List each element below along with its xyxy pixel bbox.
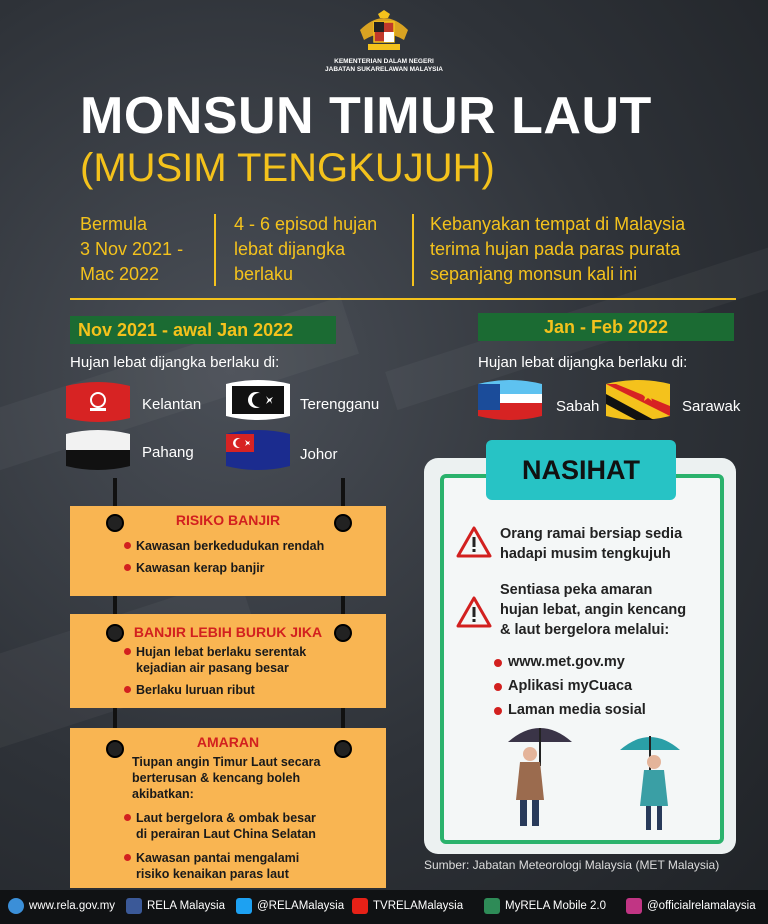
warning-line: risiko kenaikan paras laut — [136, 867, 289, 881]
advice-line: Orang ramai bersiap sedia — [500, 526, 683, 542]
advice-line: & laut bergelora melalui: — [500, 622, 670, 638]
man-umbrella-icon — [500, 720, 580, 832]
info-line: Kebanyakan tempat di Malaysia — [430, 214, 686, 234]
johor-flag-icon — [226, 430, 290, 470]
info-rainfall — [430, 212, 685, 287]
footer-label: @RELAMalaysia — [257, 900, 345, 912]
period2-subtitle: Hujan lebat dijangka berlaku di: — [478, 354, 688, 371]
pin — [106, 514, 124, 532]
facebook-icon — [126, 898, 142, 914]
bullet — [494, 683, 502, 691]
youtube-icon — [352, 898, 368, 914]
advice-line: Sentiasa peka amaran — [500, 582, 653, 598]
state-pahang: Pahang — [142, 444, 194, 461]
info-line: Mac 2022 — [80, 264, 160, 284]
warning-line: Kawasan pantai mengalami — [136, 851, 300, 865]
divider — [412, 214, 414, 286]
warning-item — [136, 810, 316, 842]
info-line: 3 Nov 2021 - — [80, 239, 184, 259]
period1-label: Nov 2021 - awal Jan 2022 — [70, 316, 336, 344]
pin — [106, 740, 124, 758]
footer-label: @officialrelamalaysia — [647, 900, 756, 912]
info-episodes — [234, 212, 377, 287]
divider — [70, 298, 736, 300]
state-johor: Johor — [300, 446, 338, 463]
state-sarawak: Sarawak — [682, 398, 741, 415]
bullet — [494, 707, 502, 715]
intro-line: berterusan & kencang boleh — [132, 771, 301, 785]
twitter-icon — [236, 898, 252, 914]
ministry-line-1: KEMENTERIAN DALAM NEGERI — [334, 58, 434, 65]
coat-of-arms-icon — [354, 10, 414, 54]
risk-item: Kawasan berkedudukan rendah — [136, 539, 325, 553]
state-terengganu: Terengganu — [300, 396, 380, 413]
warning-icon — [456, 596, 492, 628]
card-title: RISIKO BANJIR — [175, 512, 281, 528]
warning-intro — [132, 754, 320, 802]
advice-title: NASIHAT — [486, 440, 676, 500]
footer-label: MyRELA Mobile 2.0 — [505, 900, 606, 912]
divider — [214, 214, 216, 286]
mobile-app-icon — [484, 898, 500, 914]
info-start — [80, 212, 183, 287]
globe-icon — [8, 898, 24, 914]
state-kelantan: Kelantan — [142, 396, 202, 413]
risk-item: Kawasan kerap banjir — [136, 561, 265, 575]
info-line: sepanjang monsun kali ini — [430, 264, 638, 284]
warning-icon — [456, 526, 492, 558]
condition-line: kejadian air pasang besar — [136, 661, 289, 675]
info-line: lebat dijangka — [234, 239, 346, 259]
source-note: Sumber: Jabatan Meteorologi Malaysia (MET Malaysia) — [424, 858, 720, 872]
state-sabah: Sabah — [556, 398, 600, 415]
info-line: berlaku — [234, 264, 294, 284]
page-title: MONSUN TIMUR LAUT — [80, 87, 652, 145]
pin — [334, 514, 352, 532]
instagram-icon — [626, 898, 642, 914]
footer-instagram[interactable] — [626, 898, 756, 914]
kelantan-flag-icon — [66, 382, 130, 422]
footer-mobile-app[interactable] — [484, 898, 606, 914]
footer-facebook[interactable] — [126, 898, 225, 914]
advice-line: hadapi musim tengkujuh — [500, 546, 671, 562]
card-title: AMARAN — [196, 734, 260, 750]
intro-line: akibatkan: — [132, 787, 194, 801]
info-line: Bermula — [80, 214, 148, 234]
condition-item — [136, 644, 306, 676]
card-title: BANJIR LEBIH BURUK JIKA — [133, 624, 323, 640]
period2-label: Jan - Feb 2022 — [478, 313, 734, 341]
channel-app: Aplikasi myCuaca — [508, 678, 633, 694]
footer-label: RELA Malaysia — [147, 900, 225, 912]
sabah-flag-icon — [478, 380, 542, 420]
warning-line: Laut bergelora & ombak besar — [136, 811, 316, 825]
page-subtitle: (MUSIM TENGKUJUH) — [80, 146, 495, 190]
warning-item — [136, 850, 299, 882]
footer-website[interactable] — [8, 898, 115, 914]
advice-line: hujan lebat, angin kencang — [500, 602, 687, 618]
footer-youtube[interactable] — [352, 898, 463, 914]
info-line: 4 - 6 episod hujan — [234, 214, 378, 234]
channel-website: www.met.gov.my — [508, 654, 625, 670]
pin — [334, 624, 352, 642]
ministry-name — [290, 58, 478, 74]
footer-twitter[interactable] — [236, 898, 344, 914]
woman-umbrella-icon — [614, 730, 686, 834]
period1-subtitle: Hujan lebat dijangka berlaku di: — [70, 354, 280, 371]
bullet — [494, 659, 502, 667]
pahang-flag-icon — [66, 430, 130, 470]
pin — [106, 624, 124, 642]
sarawak-flag-icon — [606, 380, 670, 420]
terengganu-flag-icon — [226, 380, 290, 420]
channel-social: Laman media sosial — [508, 702, 646, 718]
pin — [334, 740, 352, 758]
footer-label: TVRELAMalaysia — [373, 900, 464, 912]
warning-line: di perairan Laut China Selatan — [136, 827, 316, 841]
footer-label: www.rela.gov.my — [29, 900, 116, 912]
info-line: terima hujan pada paras purata — [430, 239, 681, 259]
advice-prepare — [500, 524, 682, 564]
intro-line: Tiupan angin Timur Laut secara — [132, 755, 321, 769]
condition-item: Berlaku luruan ribut — [136, 683, 255, 697]
ministry-line-2: JABATAN SUKARELAWAN MALAYSIA — [325, 66, 443, 73]
condition-line: Hujan lebat berlaku serentak — [136, 645, 307, 659]
advice-alert — [500, 580, 686, 640]
